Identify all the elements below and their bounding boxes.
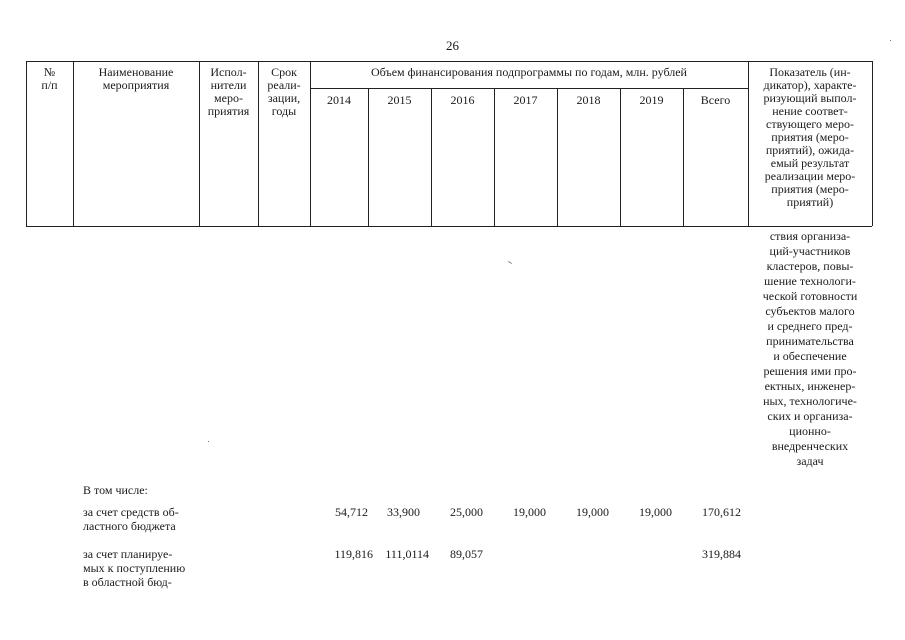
year-2017: 2017: [513, 93, 538, 107]
value-cell: 19,000: [639, 505, 672, 519]
header-term: Срок реали- зации, годы: [267, 65, 301, 118]
value-cell: 19,000: [513, 505, 546, 519]
header-executors: Испол- нители меро- приятия: [207, 65, 250, 118]
value-cell: 89,057: [450, 547, 483, 561]
grid-line: [620, 88, 621, 226]
year-2014: 2014: [327, 93, 351, 107]
including-label: В том числе:: [83, 483, 148, 497]
value-cell: 119,816: [334, 547, 373, 561]
year-total: Всего: [700, 93, 731, 107]
scan-speck: [890, 40, 891, 41]
indicator-continuation: ствия организа- ций-участников кластеров, повы- шение технологи- ческой готовности субъектов малого и среднего пред- принимательства и обеспечение решения ими про- ектных, инженер- ных, технологиче- ских и организа- ционно- внедренческих задач: [762, 229, 858, 468]
value-cell-total: 319,884: [702, 547, 741, 561]
year-2018: 2018: [576, 93, 601, 107]
page-number: 26: [446, 38, 459, 53]
year-2015: 2015: [387, 93, 412, 107]
header-funding-volume: Объем финансирования подпрограммы по годам, млн. рублей: [371, 65, 687, 79]
value-cell: 54,712: [335, 505, 368, 519]
grid-line: [872, 61, 873, 226]
header-activity-name: Наименование мероприятия: [98, 65, 174, 92]
grid-line: [310, 61, 311, 226]
header-bottom-border: [26, 226, 872, 227]
grid-line: [431, 88, 432, 226]
value-cell: 19,000: [576, 505, 609, 519]
table-top-border: [26, 61, 872, 62]
grid-line: [494, 88, 495, 226]
header-indicator: Показатель (ин- дикатор), характе- ризующий выпол- нение соответ- ствующего меро- приятия (меро- приятий), ожида- емый результат реализации меро- приятия (меро- приятий): [763, 65, 857, 209]
grid-line: [683, 88, 684, 226]
year-2019: 2019: [639, 93, 664, 107]
value-cell-total: 170,612: [702, 505, 741, 519]
scan-speck: [208, 441, 209, 442]
row-label-planned-receipts: за счет планируе- мых к поступлению в областной бюд-: [83, 547, 186, 589]
grid-line: [557, 88, 558, 226]
row-label-regional-budget: за счет средств об- ластного бюджета: [83, 505, 179, 533]
scan-speck: [508, 261, 512, 264]
value-cell: 25,000: [450, 505, 483, 519]
grid-line: [368, 88, 369, 226]
value-cell: 111,0114: [385, 547, 429, 561]
year-2016: 2016: [450, 93, 475, 107]
header-number: № п/п: [41, 65, 58, 92]
value-cell: 33,900: [387, 505, 420, 519]
